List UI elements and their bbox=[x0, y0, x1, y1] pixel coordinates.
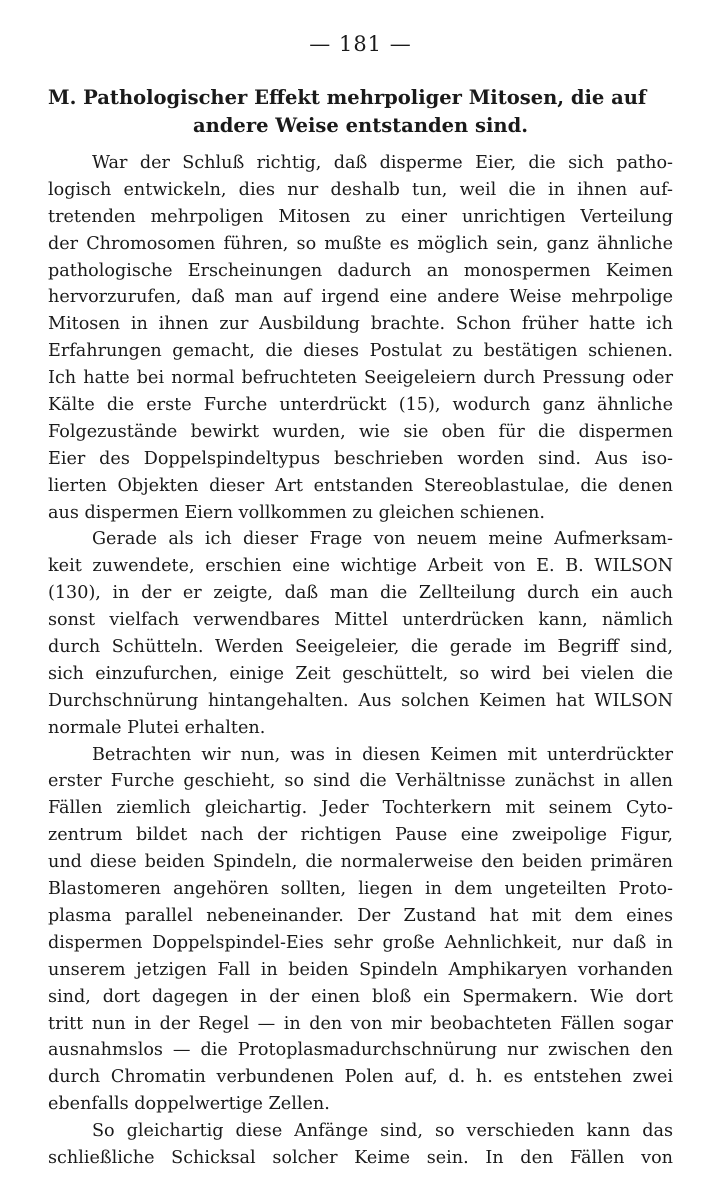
text-line: Mitosen in ihnen zur Ausbildung brachte. Schon früher hatte ich bbox=[48, 314, 673, 335]
paragraph bbox=[48, 1118, 673, 1172]
text-line: und diese beiden Spindeln, die normalerweise den beiden primären bbox=[48, 852, 673, 873]
text-line: dispermen Doppelspindel-Eies sehr große Aehnlichkeit, nur daß in bbox=[48, 932, 673, 953]
text-line: So gleichartig diese Anfänge sind, so verschieden kann das bbox=[92, 1121, 673, 1142]
text-line: Folgezustände bewirkt wurden, wie sie oben für die dispermen bbox=[48, 421, 673, 442]
text-line: lierten Objekten dieser Art entstanden Stereoblastulae, die denen bbox=[48, 475, 673, 496]
text-line: erster Furche geschieht, so sind die Verhältnisse zunächst in allen bbox=[48, 771, 673, 792]
paragraph bbox=[48, 150, 673, 526]
text-line: Kälte die erste Furche unterdrückt (15), wodurch ganz ähnliche bbox=[48, 395, 673, 416]
section-title-line: M. Pathologischer Effekt mehrpoliger Mitosen, die auf bbox=[48, 86, 647, 109]
text-line: hervorzurufen, daß man auf irgend eine andere Weise mehrpolige bbox=[48, 287, 673, 308]
text-line: normale Plutei erhalten. bbox=[48, 717, 266, 738]
text-line: Blastomeren angehören sollten, liegen in dem ungeteilten Proto- bbox=[48, 879, 673, 900]
text-line: durch Chromatin verbundenen Polen auf, d. h. es entstehen zwei bbox=[48, 1067, 673, 1088]
text-line: plasma parallel nebeneinander. Der Zustand hat mit dem eines bbox=[48, 905, 673, 926]
text-line: sich einzufurchen, einige Zeit geschüttelt, so wird bei vielen die bbox=[48, 663, 673, 684]
text-line: Betrachten wir nun, was in diesen Keimen mit unterdrückter bbox=[92, 744, 673, 765]
paragraph bbox=[48, 526, 673, 741]
text-line: (130), in der er zeigte, daß man die Zellteilung durch ein auch bbox=[48, 583, 673, 604]
text-line: tritt nun in der Regel — in den von mir beobachteten Fällen sogar bbox=[48, 1013, 673, 1034]
text-line: unserem jetzigen Fall in beiden Spindeln Amphikaryen vorhanden bbox=[48, 959, 673, 980]
text-line: durch Schütteln. Werden Seeigeleier, die gerade im Begriff sind, bbox=[48, 637, 673, 658]
text-line: schließliche Schicksal solcher Keime sein. In den Fällen von bbox=[48, 1147, 673, 1168]
text-line: Erfahrungen gemacht, die dieses Postulat zu bestätigen schienen. bbox=[48, 341, 673, 362]
body-text bbox=[48, 150, 673, 1172]
text-line: logisch entwickeln, dies nur deshalb tun, weil die in ihnen auf- bbox=[48, 179, 673, 200]
text-line: pathologische Erscheinungen dadurch an monospermen Keimen bbox=[48, 260, 673, 281]
text-line: keit zuwendete, erschien eine wichtige Arbeit von E. B. WILSON bbox=[48, 556, 673, 577]
text-line: ebenfalls doppelwertige Zellen. bbox=[48, 1094, 330, 1115]
text-line: ausnahmslos — die Protoplasmadurchschnürung nur zwischen den bbox=[48, 1040, 673, 1061]
text-line: sind, dort dagegen in der einen bloß ein Spermakern. Wie dort bbox=[48, 986, 673, 1007]
book-page bbox=[48, 30, 673, 1172]
section-title-line: andere Weise entstanden sind. bbox=[192, 114, 528, 137]
text-line: Fällen ziemlich gleichartig. Jeder Tochterkern mit seinem Cyto- bbox=[48, 798, 673, 819]
paragraph bbox=[48, 742, 673, 1118]
text-line: aus dispermen Eiern vollkommen zu gleichen schienen. bbox=[48, 502, 545, 523]
text-line: Ich hatte bei normal befruchteten Seeigeleiern durch Pressung oder bbox=[48, 368, 673, 389]
page-number: — 181 — bbox=[309, 32, 412, 56]
text-line: Eier des Doppelspindeltypus beschrieben worden sind. Aus iso- bbox=[48, 448, 673, 469]
text-line: Durchschnürung hintangehalten. Aus solchen Keimen hat WILSON bbox=[48, 690, 673, 711]
text-line: zentrum bildet nach der richtigen Pause eine zweipolige Figur, bbox=[48, 825, 673, 846]
text-line: War der Schluß richtig, daß disperme Eier, die sich patho- bbox=[92, 153, 673, 173]
text-line: sonst vielfach verwendbares Mittel unterdrücken kann, nämlich bbox=[48, 610, 673, 631]
text-line: tretenden mehrpoligen Mitosen zu einer unrichtigen Verteilung bbox=[48, 206, 673, 227]
section-title bbox=[48, 84, 673, 140]
text-line: Gerade als ich dieser Frage von neuem meine Aufmerksam- bbox=[92, 529, 673, 550]
text-line: der Chromosomen führen, so mußte es möglich sein, ganz ähnliche bbox=[48, 233, 673, 254]
